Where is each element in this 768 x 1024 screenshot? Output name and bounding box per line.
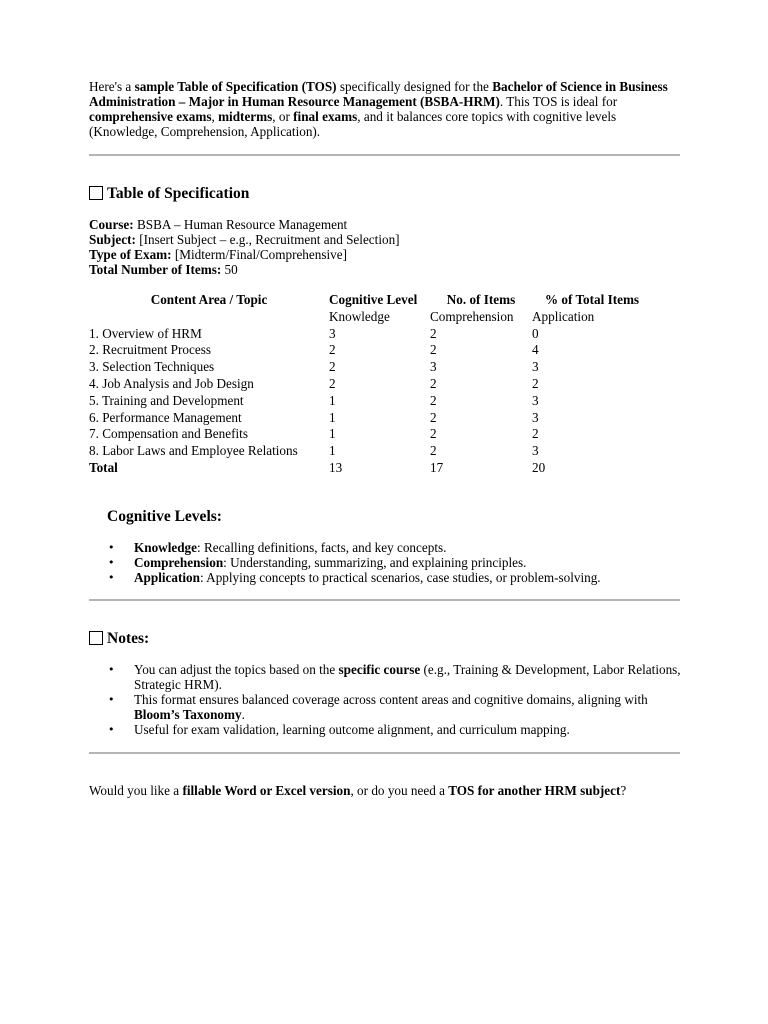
knowledge-cell: 1	[329, 443, 336, 459]
note-text: (e.g., Training & Development, Labor Relations, Strategic HRM).	[134, 662, 681, 692]
header-topic: Content Area / Topic	[150, 292, 268, 307]
horizontal-rule	[89, 752, 680, 754]
comprehension-cell: 2	[430, 443, 437, 459]
cognitive-levels-list	[89, 540, 681, 585]
notes-heading	[89, 630, 149, 648]
subheader-cell	[89, 309, 329, 326]
exam-type-line	[89, 247, 400, 262]
total-comprehension: 17	[430, 459, 444, 475]
intro-text: ,	[211, 109, 219, 124]
comprehension-cell: 2	[430, 426, 437, 442]
tos-heading	[89, 185, 249, 203]
closing-text: ?	[620, 783, 627, 798]
cognitive-description: : Understanding, summarizing, and explaining principles.	[223, 555, 527, 570]
cognitive-term: Application	[134, 570, 200, 585]
application-cell: 3	[532, 392, 539, 408]
application-cell: 3	[532, 359, 539, 375]
course-label: Course:	[89, 217, 134, 232]
table-row	[89, 410, 652, 427]
intro-text: , and it balances core topics with cognitive levels (Knowledge, Comprehension, Application).	[89, 109, 617, 139]
subject-label: Subject:	[89, 232, 136, 247]
cognitive-term: Comprehension	[134, 555, 224, 570]
topic-cell: 5. Training and Development	[89, 392, 244, 408]
intro-bold: sample Table of Specification (TOS)	[134, 79, 337, 94]
application-cell: 2	[532, 375, 539, 391]
comprehension-cell: 2	[430, 375, 437, 391]
topic-cell: 6. Performance Management	[89, 409, 242, 425]
topic-cell: 7. Compensation and Benefits	[89, 426, 248, 442]
table-body	[89, 326, 652, 460]
closing-paragraph	[89, 783, 681, 798]
topic-cell: 8. Labor Laws and Employee Relations	[89, 443, 298, 459]
list-item	[134, 570, 681, 585]
intro-bold: Bachelor of Science in Business Administration – Major in Human Resource Management (BSBA-HRM)	[89, 79, 668, 109]
topic-cell: 3. Selection Techniques	[89, 359, 215, 375]
horizontal-rule	[89, 154, 680, 156]
tos-table	[89, 292, 652, 477]
knowledge-cell: 1	[329, 409, 336, 425]
table-row	[89, 342, 652, 359]
total-items-line	[89, 262, 400, 277]
knowledge-cell: 1	[329, 392, 336, 408]
cognitive-levels-title: Cognitive Levels:	[107, 508, 222, 525]
exam-meta	[89, 217, 400, 277]
missing-glyph-box-icon	[89, 186, 103, 200]
table-row	[89, 326, 652, 343]
notes-heading-text: Notes:	[107, 630, 150, 647]
closing-text: , or do you need a	[350, 783, 449, 798]
knowledge-cell: 2	[329, 375, 336, 391]
cognitive-description: : Recalling definitions, facts, and key concepts.	[197, 540, 447, 555]
topic-cell: 2. Recruitment Process	[89, 342, 211, 358]
closing-bold: TOS for another HRM subject	[448, 783, 621, 798]
knowledge-cell: 2	[329, 359, 336, 375]
note-bold: specific course	[338, 662, 421, 677]
total-items-value: 50	[221, 262, 238, 277]
horizontal-rule	[89, 599, 680, 601]
cognitive-description: : Applying concepts to practical scenarios, case studies, or problem-solving.	[199, 570, 601, 585]
list-item	[134, 555, 681, 570]
table-row	[89, 426, 652, 443]
comprehension-cell: 3	[430, 359, 437, 375]
intro-text: specifically designed for the	[336, 79, 493, 94]
knowledge-cell: 3	[329, 325, 336, 341]
comprehension-cell: 2	[430, 325, 437, 341]
intro-text: Here's a	[89, 79, 135, 94]
application-cell: 0	[532, 325, 539, 341]
intro-paragraph	[89, 79, 681, 139]
note-text: .	[241, 707, 245, 722]
closing-bold: fillable Word or Excel version	[182, 783, 351, 798]
intro-text: . This TOS is ideal for	[499, 94, 618, 109]
list-item	[134, 662, 681, 692]
list-item	[134, 692, 681, 722]
knowledge-cell: 1	[329, 426, 336, 442]
table-row	[89, 359, 652, 376]
note-text: This format ensures balanced coverage across content areas and cognitive domains, aligning with	[134, 692, 648, 707]
intro-bold: comprehensive exams	[89, 109, 212, 124]
table-row	[89, 393, 652, 410]
closing-text: Would you like a	[89, 783, 183, 798]
table-total-row	[89, 460, 652, 477]
notes-list	[89, 662, 681, 737]
list-item	[134, 722, 681, 737]
header-no-of-items: No. of Items	[446, 292, 516, 307]
total-application: 20	[532, 459, 546, 475]
knowledge-cell: 2	[329, 342, 336, 358]
comprehension-cell: 2	[430, 342, 437, 358]
subheader-comprehension: Comprehension	[430, 308, 514, 324]
comprehension-cell: 2	[430, 409, 437, 425]
table-row	[89, 443, 652, 460]
note-text: Useful for exam validation, learning outcome alignment, and curriculum mapping.	[134, 722, 570, 737]
course-line	[89, 217, 400, 232]
header-cognitive-level: Cognitive Level	[329, 292, 418, 307]
application-cell: 4	[532, 342, 539, 358]
topic-cell: 1. Overview of HRM	[89, 325, 202, 341]
tos-heading-text: Table of Specification	[107, 185, 250, 202]
application-cell: 3	[532, 443, 539, 459]
table-row	[89, 376, 652, 393]
exam-type-value: [Midterm/Final/Comprehensive]	[171, 247, 347, 262]
total-items-label: Total Number of Items:	[89, 262, 222, 277]
intro-text: , or	[272, 109, 294, 124]
intro-bold: final exams	[293, 109, 358, 124]
exam-type-label: Type of Exam:	[89, 247, 172, 262]
total-label: Total	[89, 459, 118, 475]
table-header-row	[89, 292, 652, 309]
intro-bold: midterms	[218, 109, 273, 124]
subject-line	[89, 232, 400, 247]
total-knowledge: 13	[329, 459, 343, 475]
cognitive-term: Knowledge	[134, 540, 198, 555]
missing-glyph-box-icon	[89, 631, 103, 645]
comprehension-cell: 2	[430, 392, 437, 408]
header-percent-total: % of Total Items	[544, 292, 640, 307]
application-cell: 2	[532, 426, 539, 442]
subheader-knowledge: Knowledge	[329, 308, 390, 324]
application-cell: 3	[532, 409, 539, 425]
note-text: You can adjust the topics based on the	[134, 662, 339, 677]
note-bold: Bloom’s Taxonomy	[134, 707, 242, 722]
subheader-application: Application	[532, 308, 595, 324]
table-subheader-row	[89, 309, 652, 326]
list-item	[134, 540, 681, 555]
topic-cell: 4. Job Analysis and Job Design	[89, 375, 254, 391]
course-value: BSBA – Human Resource Management	[133, 217, 348, 232]
subject-value: [Insert Subject – e.g., Recruitment and Selection]	[135, 232, 400, 247]
